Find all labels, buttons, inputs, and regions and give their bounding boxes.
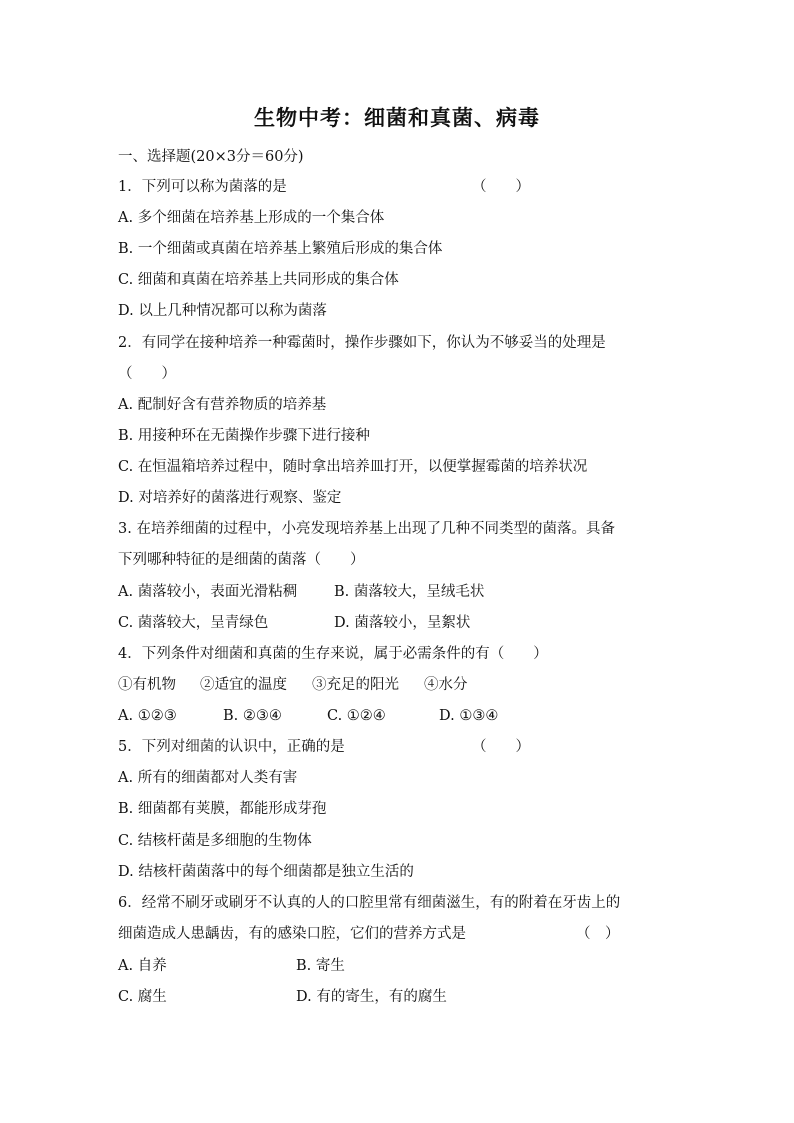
question-4-condition-1: ①有机物 bbox=[118, 677, 176, 693]
question-4-stem: 4．下列条件对细菌和真菌的生存来说，属于必需条件的有（ ） bbox=[118, 646, 548, 662]
question-1-option-a: A. 多个细菌在培养基上形成的一个集合体 bbox=[118, 210, 385, 226]
question-3-stem-line2: 下列哪种特征的是细菌的菌落（ ） bbox=[118, 552, 365, 568]
question-3-option-b: B. 菌落较大，呈绒毛状 bbox=[334, 584, 485, 600]
question-6-bracket: （ ） bbox=[576, 926, 620, 942]
section-heading: 一、选择题(20×3分＝60分) bbox=[118, 149, 304, 165]
question-4-option-d: D. ①③④ bbox=[439, 708, 499, 724]
question-4-condition-4: ④水分 bbox=[424, 677, 468, 693]
question-6-stem: 6．经常不刷牙或刷牙不认真的人的口腔里常有细菌滋生，有的附着在牙齿上的 bbox=[118, 895, 621, 911]
question-3-option-c: C. 菌落较大，呈青绿色 bbox=[118, 615, 269, 631]
question-2-option-d: D. 对培养好的菌落进行观察、鉴定 bbox=[118, 490, 342, 506]
page-title: 生物中考：细菌和真菌、病毒 bbox=[254, 105, 540, 130]
question-6-stem-line2: 细菌造成人患龋齿，有的感染口腔，它们的营养方式是 bbox=[118, 926, 466, 942]
question-1-option-d: D. 以上几种情况都可以称为菌落 bbox=[118, 303, 327, 319]
question-4-condition-2: ②适宜的温度 bbox=[200, 677, 287, 693]
question-2-option-a: A. 配制好含有营养物质的培养基 bbox=[118, 397, 327, 413]
question-2-option-c: C. 在恒温箱培养过程中，随时拿出培养皿打开，以便掌握霉菌的培养状况 bbox=[118, 459, 588, 475]
question-1-option-c: C. 细菌和真菌在培养基上共同形成的集合体 bbox=[118, 272, 399, 288]
question-5-stem: 5．下列对细菌的认识中，正确的是 bbox=[118, 739, 345, 755]
question-5-option-a: A. 所有的细菌都对人类有害 bbox=[118, 770, 298, 786]
question-4-option-b: B. ②③④ bbox=[223, 708, 282, 724]
question-2-option-b: B. 用接种环在无菌操作步骤下进行接种 bbox=[118, 428, 370, 444]
question-1-stem: 1．下列可以称为菌落的是 bbox=[118, 179, 287, 195]
question-5-option-d: D. 结核杆菌菌落中的每个细菌都是独立生活的 bbox=[118, 864, 414, 880]
question-2-stem: 2．有同学在接种培养一种霉菌时，操作步骤如下，你认为不够妥当的处理是 bbox=[118, 335, 606, 351]
question-6-option-b: B. 寄生 bbox=[296, 958, 345, 974]
question-2-bracket: （ ） bbox=[118, 366, 176, 382]
question-3-stem: 3. 在培养细菌的过程中，小亮发现培养基上出现了几种不同类型的菌落。具备 bbox=[118, 521, 615, 537]
question-4-option-a: A. ①②③ bbox=[118, 708, 177, 724]
question-1-option-b: B. 一个细菌或真菌在培养基上繁殖后形成的集合体 bbox=[118, 241, 443, 257]
question-1-bracket: （ ） bbox=[472, 179, 530, 195]
question-5-option-b: B. 细菌都有荚膜，都能形成芽孢 bbox=[118, 801, 327, 817]
question-3-option-a: A. 菌落较小，表面光滑粘稠 bbox=[118, 584, 298, 600]
question-6-option-c: C. 腐生 bbox=[118, 989, 167, 1005]
question-4-condition-3: ③充足的阳光 bbox=[312, 677, 399, 693]
question-4-option-c: C. ①②④ bbox=[327, 708, 386, 724]
question-5-bracket: （ ） bbox=[472, 739, 530, 755]
question-6-option-a: A. 自养 bbox=[118, 958, 167, 974]
question-5-option-c: C. 结核杆菌是多细胞的生物体 bbox=[118, 833, 312, 849]
question-3-option-d: D. 菌落较小，呈絮状 bbox=[334, 615, 471, 631]
question-6-option-d: D. 有的寄生，有的腐生 bbox=[296, 989, 447, 1005]
